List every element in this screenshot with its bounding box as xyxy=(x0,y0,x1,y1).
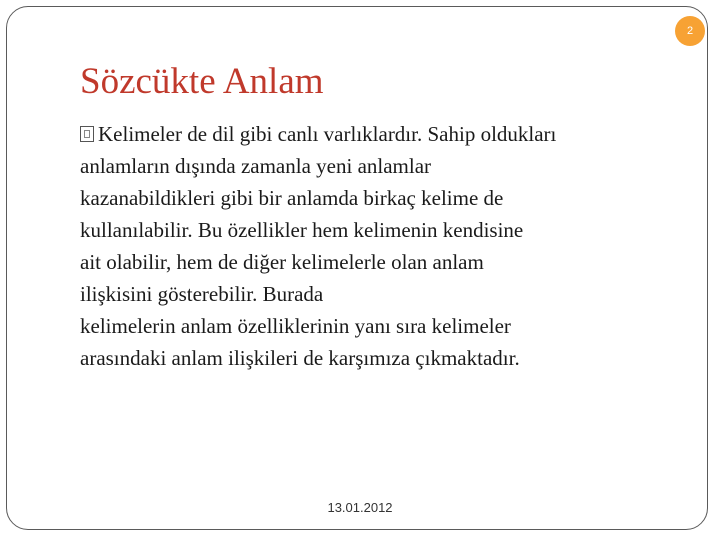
slide-body xyxy=(80,118,680,374)
footer-date: 13.01.2012 xyxy=(327,500,393,515)
bullet-icon xyxy=(80,126,94,142)
body-line: arasındaki anlam ilişkileri de karşımıza çıkmaktadır. xyxy=(80,346,520,370)
slide-title: Sözcükte Anlam xyxy=(80,61,324,102)
body-line: kazanabildikleri gibi bir anlamda birkaç kelime de xyxy=(80,186,504,210)
body-line: anlamların dışında zamanla yeni anlamlar xyxy=(80,154,432,178)
body-line: kullanılabilir. Bu özellikler hem kelimenin kendisine xyxy=(80,218,524,242)
body-line-text: Kelimeler de dil gibi canlı varlıklardır. Sahip oldukları xyxy=(98,122,557,146)
page-number-badge: 2 xyxy=(675,16,705,46)
body-line: kelimelerin anlam özelliklerinin yanı sıra kelimeler xyxy=(80,314,511,338)
body-line: ait olabilir, hem de diğer kelimelerle olan anlam xyxy=(80,250,484,274)
body-line xyxy=(80,118,680,150)
body-line: ilişkisini gösterebilir. Burada xyxy=(80,282,324,306)
